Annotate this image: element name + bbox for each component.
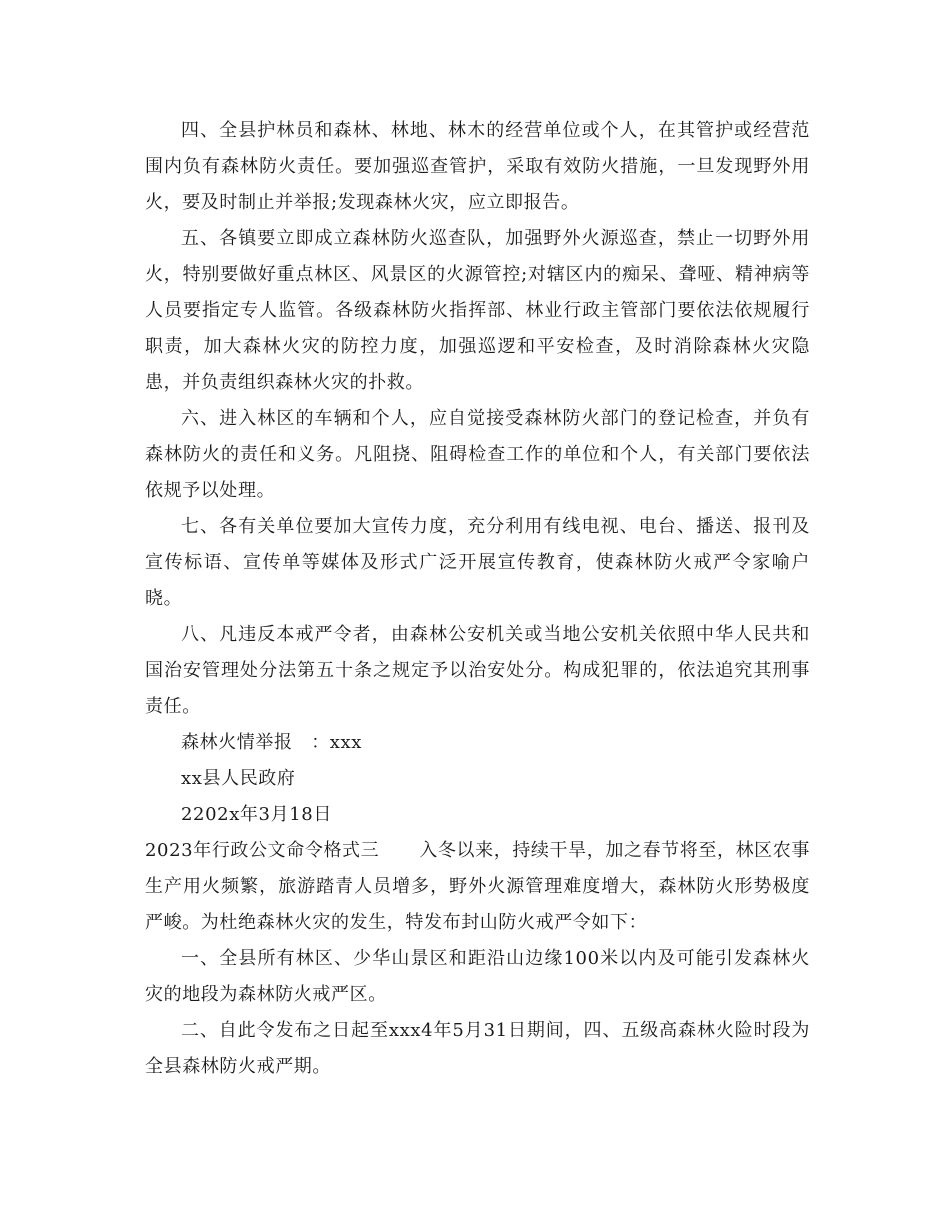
paragraph-eight: 八、凡违反本戒严令者，由森林公安机关或当地公安机关依照中华人民共和国治安管理处分法第五十条之规定予以治安处分。构成犯罪的，依法追究其刑事责任。 [145, 624, 810, 717]
section-intro-paragraph [145, 833, 810, 941]
date-line: 2202x年3月18日 [181, 804, 332, 825]
paragraph-six: 六、进入林区的车辆和个人，应自觉接受森林防火部门的登记检查，并负有森林防火的责任和义务。凡阻挠、阻碍检查工作的单位和个人，有关部门要依法依规予以处理。 [145, 408, 810, 501]
hotline-line: 森林火情举报 ：xxx [181, 732, 363, 753]
issuer-line: xx县人民政府 [181, 768, 296, 789]
paragraph-four: 四、全县护林员和森林、林地、林木的经营单位或个人，在其管护或经营范围内负有森林防火责任。要加强巡查管护，采取有效防火措施，一旦发现野外用火，要及时制止并举报;发现森林火灾，应立即报告。 [145, 120, 810, 213]
section-paragraph-two: 二、自此令发布之日起至xxx4年5月31日期间，四、五级高森林火险时段为全县森林防火戒严期。 [145, 1020, 810, 1077]
paragraph-seven: 七、各有关单位要加大宣传力度，充分利用有线电视、电台、播送、报刊及宣传标语、宣传单等媒体及形式广泛开展宣传教育，使森林防火戒严令家喻户晓。 [145, 516, 810, 609]
section-paragraph-one: 一、全县所有林区、少华山景区和距沿山边缘100米以内及可能引发森林火灾的地段为森林防火戒严区。 [145, 948, 810, 1005]
document-body [145, 113, 810, 1085]
section-title: 2023年行政公文命令格式三 [145, 840, 380, 861]
section-intro: 入冬以来，持续干旱，加之春节将至，林区农事生产用火频繁，旅游踏青人员增多，野外火源管理难度增大，森林防火形势极度严峻。为杜绝森林火灾的发生，特发布封山防火戒严令如下： [145, 840, 810, 933]
paragraph-five: 五、各镇要立即成立森林防火巡查队，加强野外火源巡查，禁止一切野外用火，特别要做好重点林区、风景区的火源管控;对辖区内的痴呆、聋哑、精神病等人员要指定专人监管。各级森林防火指挥部、林业行政主管部门要依法依规履行职责，加大森林火灾的防控力度，加强巡逻和平安检查，及时消除森林火灾隐患，并负责组织森林火灾的扑救。 [145, 228, 810, 393]
